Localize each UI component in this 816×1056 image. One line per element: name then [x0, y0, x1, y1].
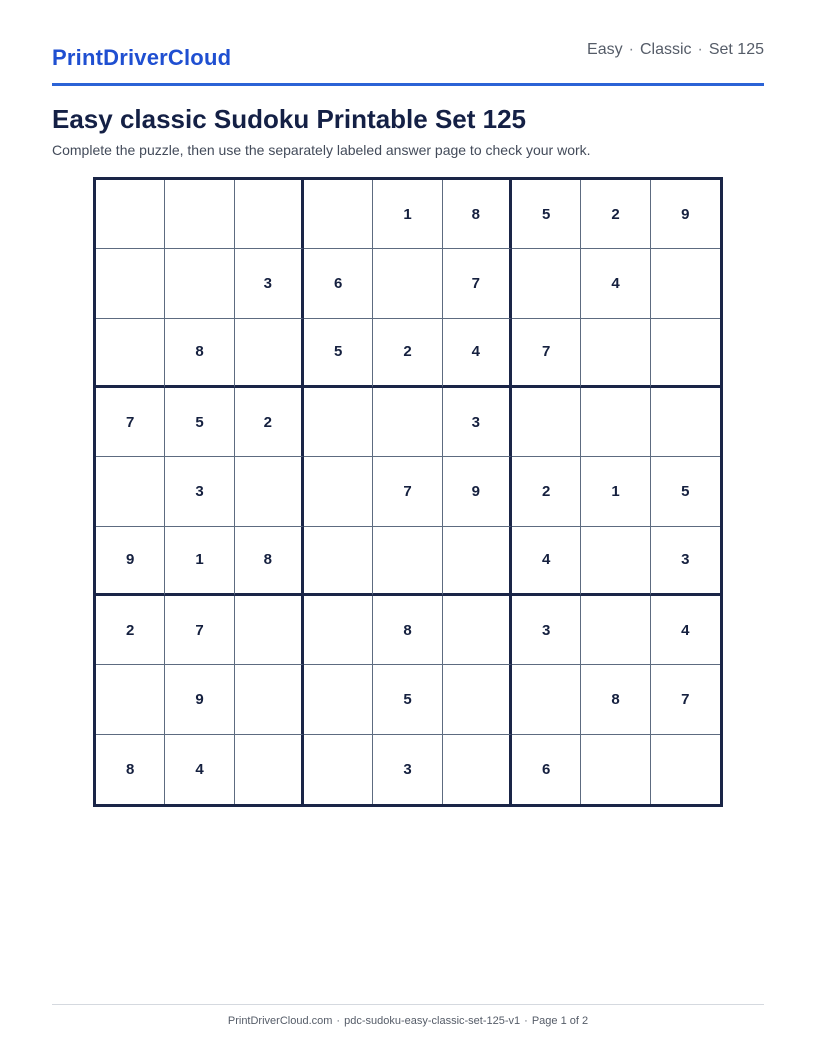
sudoku-cell: 5 — [512, 180, 581, 249]
page-footer — [52, 1014, 764, 1028]
sudoku-cell — [165, 180, 234, 249]
sudoku-grid — [93, 177, 723, 807]
sudoku-cell — [373, 249, 442, 318]
sudoku-cell: 1 — [165, 527, 234, 596]
sudoku-cell: 9 — [96, 527, 165, 596]
sudoku-cell: 8 — [443, 180, 512, 249]
sudoku-cell: 8 — [165, 319, 234, 388]
sudoku-cell — [373, 388, 442, 457]
sudoku-cell: 8 — [373, 596, 442, 665]
crumb-separator: · — [628, 41, 634, 58]
sudoku-cell: 9 — [651, 180, 720, 249]
sudoku-cell — [96, 665, 165, 734]
footer-separator: · — [524, 1015, 528, 1027]
crumb-separator: · — [697, 41, 703, 58]
sudoku-cell: 4 — [443, 319, 512, 388]
sudoku-cell: 7 — [512, 319, 581, 388]
sudoku-cell — [581, 319, 650, 388]
sudoku-cell — [235, 665, 304, 734]
sudoku-cell — [512, 249, 581, 318]
sudoku-cell — [651, 735, 720, 804]
sudoku-cell — [581, 596, 650, 665]
sudoku-cell: 2 — [581, 180, 650, 249]
sudoku-cell: 5 — [651, 457, 720, 526]
sudoku-cell: 6 — [304, 249, 373, 318]
sudoku-cell — [304, 527, 373, 596]
sudoku-cell — [651, 388, 720, 457]
sudoku-cell — [96, 457, 165, 526]
sudoku-cell — [165, 249, 234, 318]
sudoku-cell: 2 — [512, 457, 581, 526]
crumb-difficulty: Easy — [587, 41, 623, 58]
crumb-style: Classic — [639, 41, 692, 58]
sudoku-cell: 3 — [373, 735, 442, 804]
sudoku-cell — [651, 319, 720, 388]
sudoku-cell: 8 — [235, 527, 304, 596]
sudoku-cell: 6 — [512, 735, 581, 804]
sudoku-cell — [581, 388, 650, 457]
sudoku-cell — [304, 665, 373, 734]
sudoku-cell — [304, 735, 373, 804]
sudoku-cell: 2 — [373, 319, 442, 388]
sudoku-cell: 9 — [443, 457, 512, 526]
sudoku-cell: 7 — [96, 388, 165, 457]
sudoku-cell — [443, 735, 512, 804]
crumb-set: Set 125 — [708, 41, 764, 58]
sudoku-cell — [96, 319, 165, 388]
sudoku-cell — [512, 388, 581, 457]
sudoku-cell: 2 — [96, 596, 165, 665]
sudoku-cell: 7 — [651, 665, 720, 734]
sudoku-cell — [304, 388, 373, 457]
sudoku-cell: 1 — [373, 180, 442, 249]
sudoku-cell — [235, 457, 304, 526]
sudoku-cell — [373, 527, 442, 596]
sudoku-cell: 4 — [581, 249, 650, 318]
sudoku-cell: 8 — [96, 735, 165, 804]
sudoku-cell: 3 — [443, 388, 512, 457]
sudoku-cell: 3 — [235, 249, 304, 318]
sudoku-cell: 7 — [165, 596, 234, 665]
sudoku-cell — [304, 180, 373, 249]
sudoku-cell — [96, 249, 165, 318]
sudoku-cell: 7 — [373, 457, 442, 526]
footer-page-number: Page 1 of 2 — [531, 1015, 589, 1027]
sudoku-cell: 7 — [443, 249, 512, 318]
sudoku-cell: 5 — [304, 319, 373, 388]
sudoku-cell — [651, 249, 720, 318]
sudoku-cell: 8 — [581, 665, 650, 734]
sudoku-cell — [304, 457, 373, 526]
page-header — [52, 0, 764, 86]
sudoku-cell — [235, 735, 304, 804]
sudoku-cell: 9 — [165, 665, 234, 734]
footer-separator: · — [336, 1015, 341, 1027]
sudoku-cell — [96, 180, 165, 249]
footer-doc-id: pdc-sudoku-easy-classic-set-125-v1 — [344, 1015, 521, 1027]
sudoku-cell — [443, 527, 512, 596]
sudoku-cell: 1 — [581, 457, 650, 526]
sudoku-cell: 5 — [373, 665, 442, 734]
sudoku-cell — [443, 596, 512, 665]
sudoku-cell — [235, 180, 304, 249]
sudoku-cell — [304, 596, 373, 665]
sudoku-cell — [235, 319, 304, 388]
sudoku-cell — [512, 665, 581, 734]
footer-divider — [52, 1004, 764, 1005]
brand-logo[interactable]: PrintDriverCloud — [52, 45, 232, 70]
sudoku-cell: 4 — [651, 596, 720, 665]
page-subtitle: Complete the puzzle, then use the separately labeled answer page to check your work. — [52, 142, 591, 158]
sudoku-cell: 3 — [165, 457, 234, 526]
footer-site: PrintDriverCloud.com — [227, 1015, 333, 1027]
sudoku-cell — [443, 665, 512, 734]
sudoku-cell — [581, 735, 650, 804]
sudoku-cell — [235, 596, 304, 665]
sudoku-cell: 5 — [165, 388, 234, 457]
breadcrumb — [587, 40, 764, 60]
sudoku-cell: 4 — [165, 735, 234, 804]
page-title: Easy classic Sudoku Printable Set 125 — [52, 104, 527, 134]
sudoku-cell: 3 — [651, 527, 720, 596]
sudoku-cell: 3 — [512, 596, 581, 665]
sudoku-cell — [581, 527, 650, 596]
sudoku-cell: 2 — [235, 388, 304, 457]
sudoku-cell: 4 — [512, 527, 581, 596]
